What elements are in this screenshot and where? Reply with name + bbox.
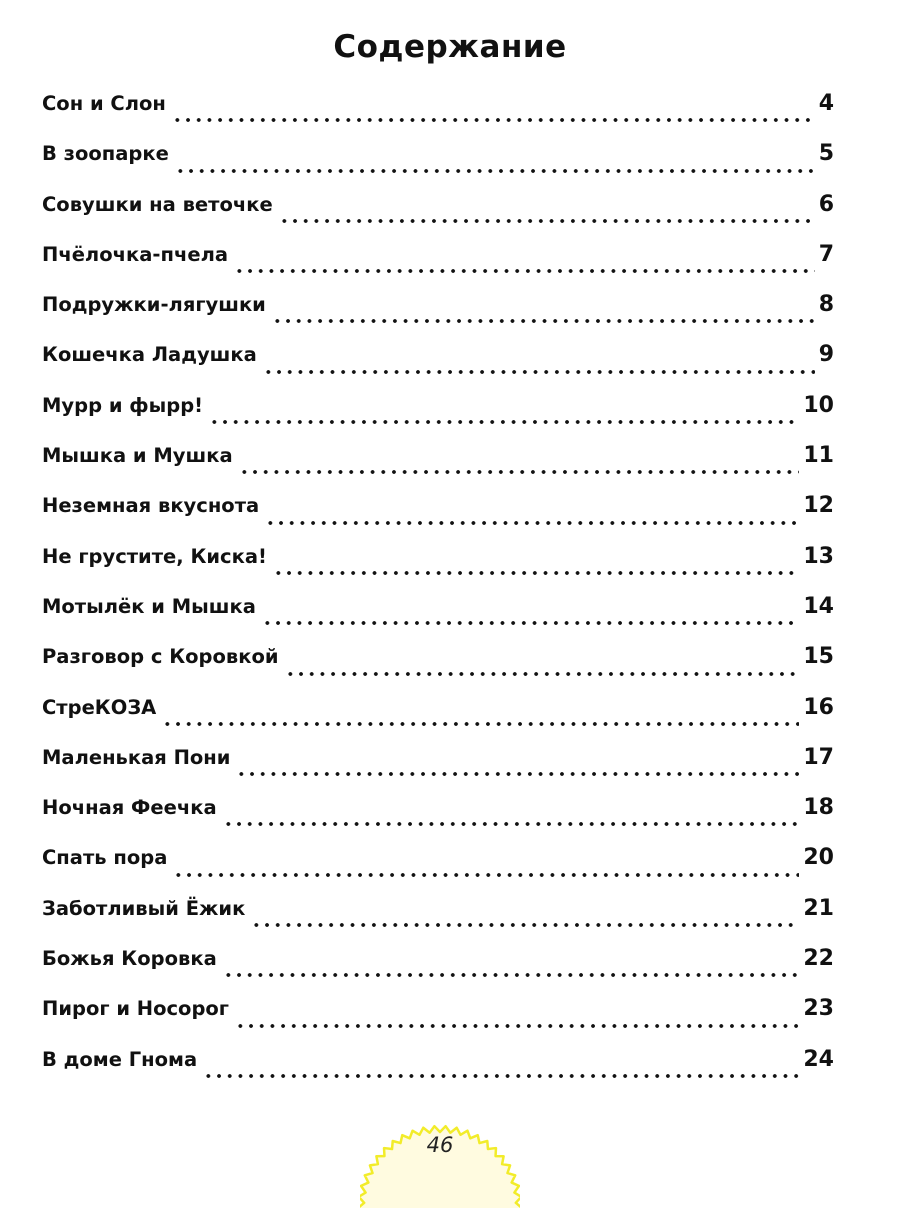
- toc-entry-page: 10: [803, 392, 834, 418]
- dot-leader: [223, 972, 800, 978]
- dot-leader: [272, 318, 815, 324]
- toc-entry-page: 5: [818, 141, 834, 167]
- toc-entry[interactable]: [42, 891, 834, 941]
- toc-entry[interactable]: [42, 639, 834, 689]
- dot-leader: [235, 1023, 799, 1029]
- toc-entry-page: 23: [803, 996, 834, 1022]
- dot-leader: [203, 1073, 799, 1079]
- dot-leader: [279, 218, 815, 224]
- toc-entry[interactable]: [42, 488, 834, 538]
- dot-leader: [239, 469, 800, 475]
- toc-entry-page: 22: [803, 946, 834, 972]
- toc-entry-page: 6: [818, 191, 834, 217]
- toc-entry-title: Пирог и Носорог: [42, 997, 229, 1021]
- toc-entry-page: 17: [803, 744, 834, 770]
- toc-entry-title: Спать пора: [42, 846, 168, 870]
- dot-leader: [236, 771, 799, 777]
- toc-entry-title: Ночная Феечка: [42, 796, 217, 820]
- toc-entry-title: Мурр и фырр!: [42, 393, 204, 417]
- toc-entry-page: 12: [803, 493, 834, 519]
- toc-entry-page: 4: [818, 91, 834, 116]
- toc-entry[interactable]: [42, 539, 834, 589]
- toc-entry-page: 21: [803, 895, 834, 921]
- toc-entry-title: Совушки на веточке: [42, 192, 273, 216]
- toc-entry[interactable]: [42, 1042, 834, 1092]
- dot-leader: [265, 520, 799, 526]
- toc-entry[interactable]: [42, 991, 834, 1041]
- toc-entry-page: 8: [818, 292, 834, 318]
- toc-entry-page: 15: [803, 644, 834, 670]
- dot-leader: [251, 922, 799, 928]
- toc-entry-title: В доме Гнома: [42, 1047, 198, 1071]
- toc-entry[interactable]: [42, 438, 834, 488]
- toc-entry[interactable]: [42, 790, 834, 840]
- toc-entry-title: Маленькая Пони: [42, 745, 231, 769]
- toc-entry-title: Мышка и Мушка: [42, 444, 233, 468]
- toc-entry[interactable]: [42, 136, 834, 186]
- toc-entry-title: Заботливый Ёжик: [42, 896, 246, 920]
- dot-leader: [263, 369, 815, 375]
- toc-entry-page: 13: [803, 543, 834, 569]
- toc-entry-page: 7: [818, 241, 834, 267]
- toc-entry-title: СтреКОЗА: [42, 695, 157, 719]
- page-number-badge: [360, 1108, 520, 1208]
- toc-entry-title: Мотылёк и Мышка: [42, 594, 256, 618]
- toc-entry-page: 18: [803, 795, 834, 821]
- toc-entry-title: Кошечка Ладушка: [42, 343, 257, 367]
- toc-entry-page: 16: [803, 694, 834, 720]
- toc-entry-title: Неземная вкуснота: [42, 494, 260, 518]
- toc-entry[interactable]: [42, 840, 834, 890]
- page-number: 46: [426, 1133, 454, 1157]
- toc-entry[interactable]: [42, 187, 834, 237]
- toc-entry[interactable]: [42, 86, 834, 136]
- toc-entry-page: 24: [803, 1046, 834, 1072]
- toc-entry-title: Не грустите, Киска!: [42, 544, 267, 568]
- toc-entry-page: 20: [803, 845, 834, 871]
- toc-entry[interactable]: [42, 589, 834, 639]
- dot-leader: [262, 620, 800, 626]
- toc-entry-title: Пчёлочка-пчела: [42, 242, 229, 266]
- toc-entry[interactable]: [42, 941, 834, 991]
- toc-entry-title: Разговор с Коровкой: [42, 645, 279, 669]
- dot-leader: [162, 721, 799, 727]
- toc-entry[interactable]: [42, 388, 834, 438]
- dot-leader: [223, 821, 800, 827]
- dot-leader: [234, 268, 815, 274]
- toc-entry[interactable]: [42, 337, 834, 387]
- toc-entry[interactable]: [42, 287, 834, 337]
- toc-entry[interactable]: [42, 690, 834, 740]
- dot-leader: [173, 872, 799, 878]
- toc-entry-page: 14: [803, 593, 834, 619]
- toc-entry-title: Божья Коровка: [42, 947, 217, 971]
- toc-entry[interactable]: [42, 740, 834, 790]
- page-title: Содержание: [333, 28, 567, 65]
- dot-leader: [285, 671, 800, 677]
- dot-leader: [273, 570, 799, 576]
- toc-entry-page: 9: [818, 342, 834, 368]
- toc-entry-page: 11: [803, 443, 834, 469]
- dot-leader: [209, 419, 799, 425]
- toc-entry[interactable]: [42, 237, 834, 287]
- toc-entry-title: Подружки-лягушки: [42, 293, 266, 317]
- dot-leader: [175, 168, 815, 174]
- dot-leader: [172, 117, 815, 123]
- toc-entry-title: Сон и Слон: [42, 92, 166, 115]
- toc-entry-title: В зоопарке: [42, 142, 169, 166]
- table-of-contents: [42, 86, 834, 1092]
